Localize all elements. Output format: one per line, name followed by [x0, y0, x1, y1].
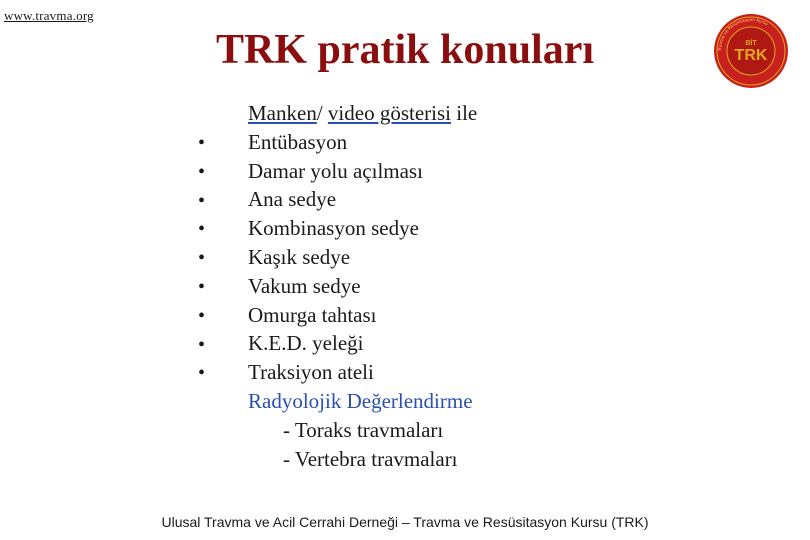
manken-link[interactable]: Manken: [248, 101, 317, 125]
list-item: Damar yolu açılması: [248, 158, 423, 183]
list-item: Traksiyon ateli: [248, 360, 374, 385]
logo-ring-text: Travma ve Resüsitasyon Kursu: [716, 16, 770, 52]
radiology-heading: Radyolojik Değerlendirme: [248, 388, 473, 413]
intro-sep: /: [316, 101, 328, 125]
bullet-icon: •: [198, 362, 206, 385]
list-item: Vakum sedye: [248, 273, 361, 298]
video-link[interactable]: video gösterisi: [327, 101, 451, 125]
list-item: Ana sedye: [248, 187, 337, 212]
list-item: Omurga tahtası: [248, 302, 377, 327]
logo-small-text: BİT: [745, 40, 757, 47]
bullet-column: [198, 129, 218, 388]
bullet-icon: •: [198, 189, 206, 212]
bullet-icon: •: [198, 160, 206, 183]
trk-logo-icon: [712, 12, 790, 90]
list-item: Kombinasyon sedye: [248, 216, 419, 241]
bullet-icon: •: [198, 304, 206, 327]
page-title: TRK pratik konuları: [215, 27, 595, 73]
intro-suffix: ile: [451, 101, 478, 125]
footer-text: Ulusal Travma ve Acil Cerrahi Derneği – Travma ve Resüsitasyon Kursu (TRK): [161, 514, 649, 530]
site-link[interactable]: www.travma.org: [4, 8, 94, 23]
logo-main-text: TRK: [734, 47, 768, 64]
radiology-sub-item: - Toraks travmaları: [283, 417, 444, 442]
list-item: Entübasyon: [248, 129, 348, 154]
bullet-icon: •: [198, 275, 206, 298]
list-item: Kaşık sedye: [248, 244, 351, 269]
radiology-sub-item: - Vertebra travmaları: [283, 446, 458, 471]
bullet-icon: •: [198, 333, 206, 356]
bullet-icon: •: [198, 218, 206, 241]
content-list: [248, 99, 768, 473]
bullet-icon: •: [198, 247, 206, 270]
intro-line: [248, 99, 768, 128]
list-item: K.E.D. yeleği: [248, 331, 364, 356]
bullet-icon: •: [198, 132, 206, 154]
